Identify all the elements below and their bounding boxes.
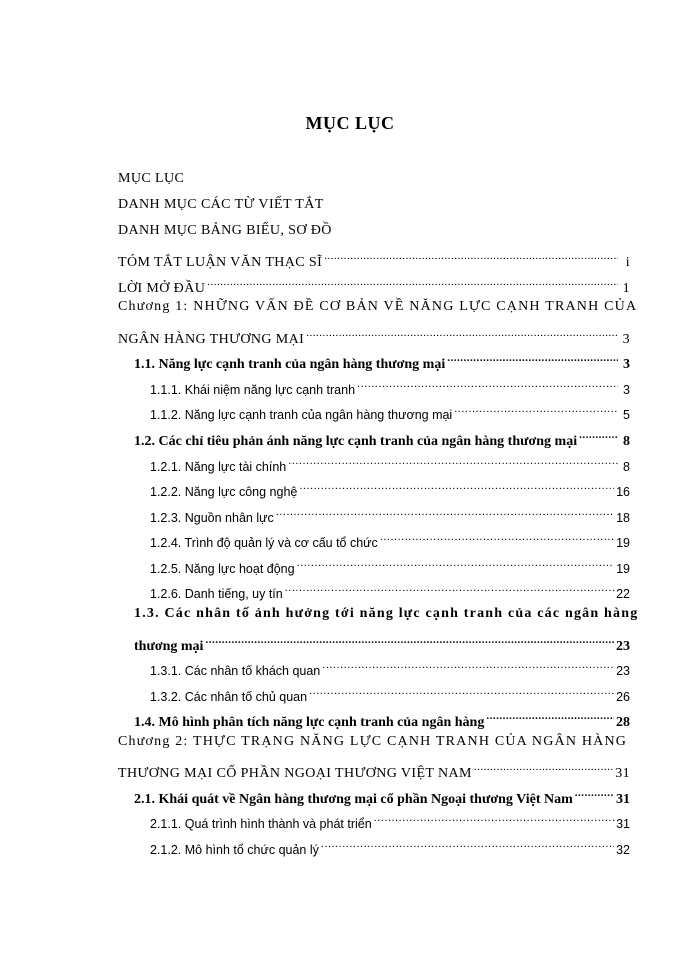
toc-entry-text: THƯƠNG MẠI CỔ PHẦN NGOẠI THƯƠNG VIỆT NAM [118,766,472,781]
toc-entry [150,808,630,831]
toc-page-number: 22 [616,587,630,601]
toc-entry [150,578,630,601]
toc-entry [134,783,630,807]
toc-entry [134,604,638,624]
dot-leader [285,578,614,598]
toc-entry [150,527,630,550]
toc-page-number: 5 [623,408,630,422]
toc-entry-text: DANH MỤC CÁC TỪ VIẾT TẮT [118,197,324,212]
toc-page-number: 3 [623,383,630,397]
toc-entry-text: 1.1.1. Khái niệm năng lực cạnh tranh [150,383,356,397]
toc-entry-text: thương mại [134,639,204,654]
toc-entry-text: 1.2.4. Trình độ quản lý và cơ cấu tổ chức [150,536,378,550]
toc-entry [118,272,630,296]
dot-leader [207,272,618,292]
toc-entry-text: Chương 1: NHỮNG VẤN ĐỀ CƠ BẢN VỀ NĂNG LỰC CẠNH TRANH CỦA [118,299,638,314]
toc-page-number: 23 [616,664,630,678]
dot-leader [454,399,618,419]
toc-entry [134,706,630,730]
toc-page-number: 26 [616,690,630,704]
toc-page-number: 18 [616,511,630,525]
dot-leader [288,451,618,471]
toc-entry-text: 1.3. Các nhân tố ảnh hưởng tới năng lực cạnh tranh của các ngân hàng [134,606,639,621]
toc-entry [150,681,630,704]
toc-entry-text: NGÂN HÀNG THƯƠNG MẠI [118,332,305,347]
dot-leader [486,706,614,726]
toc-entry-text: LỜI MỞ ĐẦU [118,281,206,296]
dot-leader [579,425,618,445]
toc-entry [150,502,630,525]
toc-page-number: 1 [622,281,630,296]
toc-entry-text: 1.2.2. Năng lực công nghệ [150,485,298,499]
dot-leader [299,476,614,496]
toc-entry [118,732,627,752]
dot-leader [474,757,613,777]
toc-page-number: 16 [616,485,630,499]
toc-entry-text: 1.4. Mô hình phân tích năng lực cạnh tranh của ngân hàng [134,715,485,730]
toc-page-number: 19 [616,536,630,550]
toc-entry [118,246,630,270]
dot-leader [309,681,614,701]
dot-leader [306,323,618,343]
toc-entry [150,834,630,857]
toc-page-number: 31 [616,817,630,831]
toc-page-number: i [625,255,630,270]
toc-entry-text: 1.2. Các chỉ tiêu phản ánh năng lực cạnh tranh của ngân hàng thương mại [134,434,578,449]
toc-page-number: 28 [616,715,630,730]
dot-leader [321,834,614,854]
toc-entry [134,348,630,372]
toc-entry-text: 1.3.2. Các nhân tố chủ quan [150,690,308,704]
toc-entry-text: 1.2.5. Năng lực hoạt động [150,562,295,576]
toc-entry-text: MỤC LỤC [118,171,185,186]
toc-entry-text: Chương 2: THỰC TRẠNG NĂNG LỰC CẠNH TRANH CỦA NGÂN HÀNG [118,734,628,749]
toc-entry-text: 2.1.2. Mô hình tổ chức quản lý [150,843,319,857]
toc-entry [150,399,630,422]
toc-entry-text: 1.3.1. Các nhân tố khách quan [150,664,321,678]
toc-page-number: 3 [623,357,630,372]
toc-entry-text: 1.2.1. Năng lực tài chính [150,460,287,474]
dot-leader [357,374,618,394]
toc-entry [150,476,630,499]
toc-entry [118,323,630,347]
toc-entry [150,553,630,576]
dot-leader [276,502,614,522]
toc-page-number: 8 [623,434,630,449]
toc-entry-text: 1.1.2. Năng lực cạnh tranh của ngân hàng thương mại [150,408,453,422]
toc-entry-text: DANH MỤC BẢNG BIỂU, SƠ ĐỒ [118,223,332,238]
dot-leader [374,808,614,828]
dot-leader [322,655,614,675]
dot-leader [205,630,614,650]
toc-entry-text: 1.2.6. Danh tiếng, uy tín [150,587,283,601]
toc-page-number: 31 [616,792,630,807]
toc-entry-text: 2.1. Khái quát về Ngân hàng thương mại cổ phần Ngoại thương Việt Nam [134,792,573,807]
toc-page-number: 23 [616,639,630,654]
dot-leader [575,783,614,803]
page-title: MỤC LỤC [305,113,395,133]
toc-entry [150,655,630,678]
toc-entry [150,374,630,397]
toc-page-number: 3 [622,332,630,347]
dot-leader [324,246,618,266]
toc-entry [118,297,637,317]
toc-entry [134,630,630,654]
toc-page-number: 19 [616,562,630,576]
toc-page-number: 32 [616,843,630,857]
toc-entry [118,195,324,215]
toc-entry [134,425,630,449]
toc-entry-text: 1.1. Năng lực cạnh tranh của ngân hàng thương mại [134,357,446,372]
dot-leader [380,527,614,547]
dot-leader [447,348,618,368]
toc-entry [118,757,630,781]
toc-entry [118,169,184,189]
toc-entry-text: TÓM TẮT LUẬN VĂN THẠC SĨ [118,255,323,270]
toc-entry [150,451,630,474]
toc-entry-text: 1.2.3. Nguồn nhân lực [150,511,274,525]
dot-leader [297,553,615,573]
toc-page-number: 31 [615,766,630,781]
toc-page-number: 8 [623,460,630,474]
toc-entry [118,221,332,241]
toc-entry-text: 2.1.1. Quá trình hình thành và phát triển [150,817,372,831]
